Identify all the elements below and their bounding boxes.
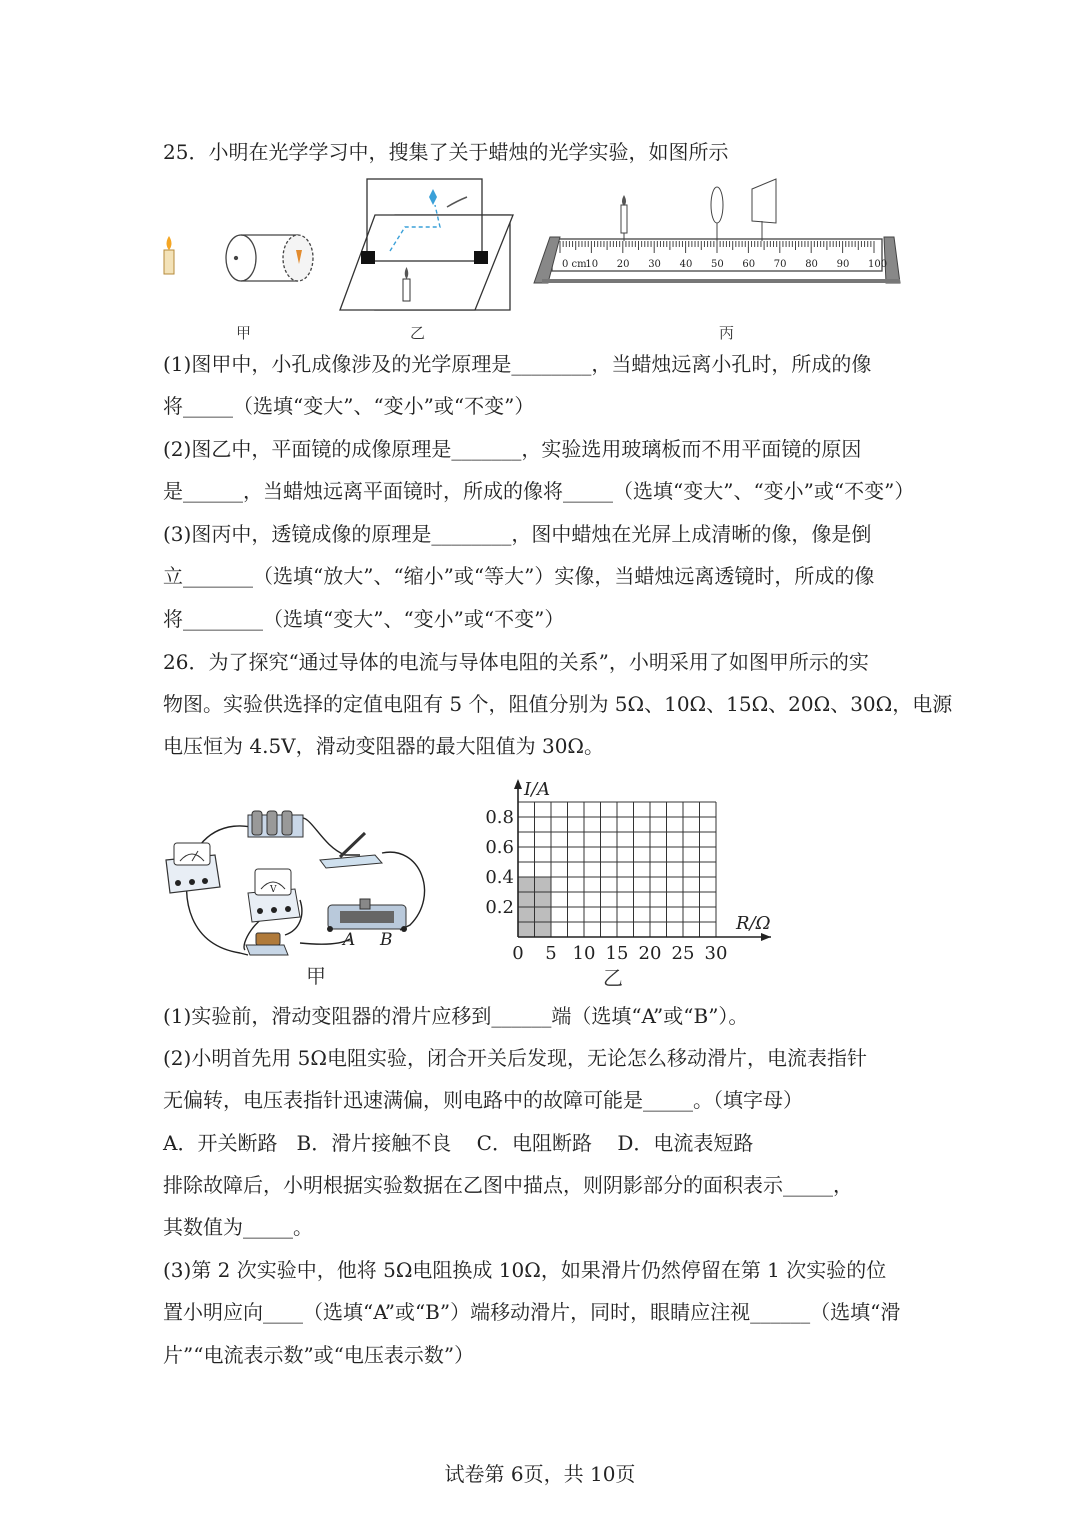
q26-intro-3: 电压恒为 4.5V，滑动变阻器的最大阻值为 30Ω。 xyxy=(163,734,604,758)
candle-icon xyxy=(621,195,627,241)
ruler-label: 60 xyxy=(742,259,756,270)
q26-options: A．开关断路 B．滑片接触不良 C．电阻断路 D．电流表短路 xyxy=(163,1131,754,1155)
x-tick-label: 10 xyxy=(572,943,596,964)
fig-label-jia-25: 甲 xyxy=(236,324,252,342)
terminal-b-label: B xyxy=(380,930,393,950)
ruler-label: 0 cm xyxy=(562,259,587,270)
y-tick-label: 0.8 xyxy=(485,807,514,828)
x-tick-label: 30 xyxy=(704,943,728,964)
chart-grid xyxy=(518,802,716,937)
x-axis-arrow xyxy=(761,933,771,941)
rheostat-icon xyxy=(327,899,407,932)
ruler-label: 50 xyxy=(711,259,724,270)
q26-intro-1: 26．为了探究“通过导体的电流与导体电阻的关系”，小明采用了如图甲所示的实 xyxy=(163,650,869,674)
q26-intro-2: 物图。实验供选择的定值电阻有 5 个，阻值分别为 5Ω、10Ω、15Ω、20Ω、30Ω，电源 xyxy=(163,692,953,716)
switch-icon xyxy=(320,833,382,868)
ammeter-icon xyxy=(166,843,220,893)
ruler-label: 100 xyxy=(868,259,888,270)
q25-title: 25．小明在光学学习中，搜集了关于蜡烛的光学实验，如图所示 xyxy=(163,140,729,164)
q26-line-1: (1)实验前，滑动变阻器的滑片应移到______端（选填“A”或“B”）。 xyxy=(163,1004,749,1028)
q26-line-5: 排除故障后，小明根据实验数据在乙图中描点，则阴影部分的面积表示_____， xyxy=(163,1173,853,1197)
q25-line-7: 将________（选填“变大”、“变小”或“不变”） xyxy=(163,607,565,631)
x-tick-label: 0 xyxy=(512,943,524,964)
y-axis-arrow xyxy=(514,779,522,789)
ruler-label: 20 xyxy=(616,259,630,270)
figure-pinhole xyxy=(158,200,328,300)
ruler-label: 30 xyxy=(648,259,661,270)
q25-line-3: (2)图乙中，平面镜的成像原理是_______，实验选用玻璃板而不用平面镜的原因 xyxy=(163,437,862,461)
terminal-a-label: A xyxy=(343,930,356,950)
q26-line-2: (2)小明首先用 5Ω电阻实验，闭合开关后发现，无论怎么移动滑片，电流表指针 xyxy=(163,1046,867,1070)
ruler-label: 80 xyxy=(805,259,818,270)
figure-i-r-chart xyxy=(480,775,785,990)
ruler-label: 70 xyxy=(773,259,787,270)
pinhole-box-icon xyxy=(226,235,313,281)
voltmeter-icon xyxy=(248,869,300,922)
q25-line-6: 立_______（选填“放大”、“缩小”或“等大”）实像，当蜡烛远离透镜时，所成的像 xyxy=(163,564,875,588)
page-footer: 试卷第 6页，共 10页 xyxy=(444,1462,636,1486)
x-tick-label: 20 xyxy=(638,943,662,964)
y-axis-label: I/A xyxy=(524,779,551,800)
chart-axes xyxy=(514,779,771,941)
q26-line-6: 其数值为_____。 xyxy=(163,1215,313,1239)
fig-label-yi-26: 乙 xyxy=(603,966,623,990)
y-tick-label: 0.4 xyxy=(485,867,514,888)
figure-circuit xyxy=(160,805,440,965)
fig-label-bing-25: 丙 xyxy=(719,324,735,342)
q25-line-5: (3)图丙中，透镜成像的原理是________，图中蜡烛在光屏上成清晰的像，像是倒 xyxy=(163,522,872,546)
battery-pack-icon xyxy=(248,811,303,837)
q26-line-3: 无偏转，电压表指针迅速满偏，则电路中的故障可能是_____。（填字母） xyxy=(163,1088,803,1112)
ruler-label: 90 xyxy=(836,259,850,270)
convex-lens-icon xyxy=(711,187,723,241)
ruler-label: 10 xyxy=(585,259,599,270)
voltmeter-label: V xyxy=(270,885,277,895)
x-tick-label: 15 xyxy=(605,943,629,964)
light-screen-icon xyxy=(752,179,776,241)
y-tick-label: 0.2 xyxy=(485,897,514,918)
q25-line-4: 是______，当蜡烛远离平面镜时，所成的像将_____（选填“变大”、“变小”或“不变”） xyxy=(163,479,915,503)
q25-line-2: 将_____（选填“变大”、“变小”或“不变”） xyxy=(163,394,535,418)
resistor-icon xyxy=(246,933,288,955)
x-tick-label: 5 xyxy=(545,943,557,964)
fig-label-jia-26: 甲 xyxy=(306,964,326,988)
q26-line-9: 片”“电流表示数”或“电压表示数”） xyxy=(163,1343,475,1367)
fig-label-yi-25: 乙 xyxy=(410,324,426,342)
x-tick-label: 25 xyxy=(671,943,695,964)
q25-line-1: (1)图甲中，小孔成像涉及的光学原理是________，当蜡烛远离小孔时，所成的像 xyxy=(163,352,872,376)
q26-line-7: (3)第 2 次实验中，他将 5Ω电阻换成 10Ω，如果滑片仍然停留在第 1 次实验的位 xyxy=(163,1258,887,1282)
candle-icon xyxy=(164,236,174,274)
x-axis-label: R/Ω xyxy=(736,913,771,934)
q26-line-8: 置小明应向____（选填“A”或“B”）端移动滑片，同时，眼睛应注视______（选填“滑 xyxy=(163,1300,901,1324)
figure-optical-bench xyxy=(532,175,902,290)
y-tick-label: 0.6 xyxy=(485,837,514,858)
ruler-label: 40 xyxy=(679,259,693,270)
figure-plane-mirror xyxy=(335,175,520,315)
